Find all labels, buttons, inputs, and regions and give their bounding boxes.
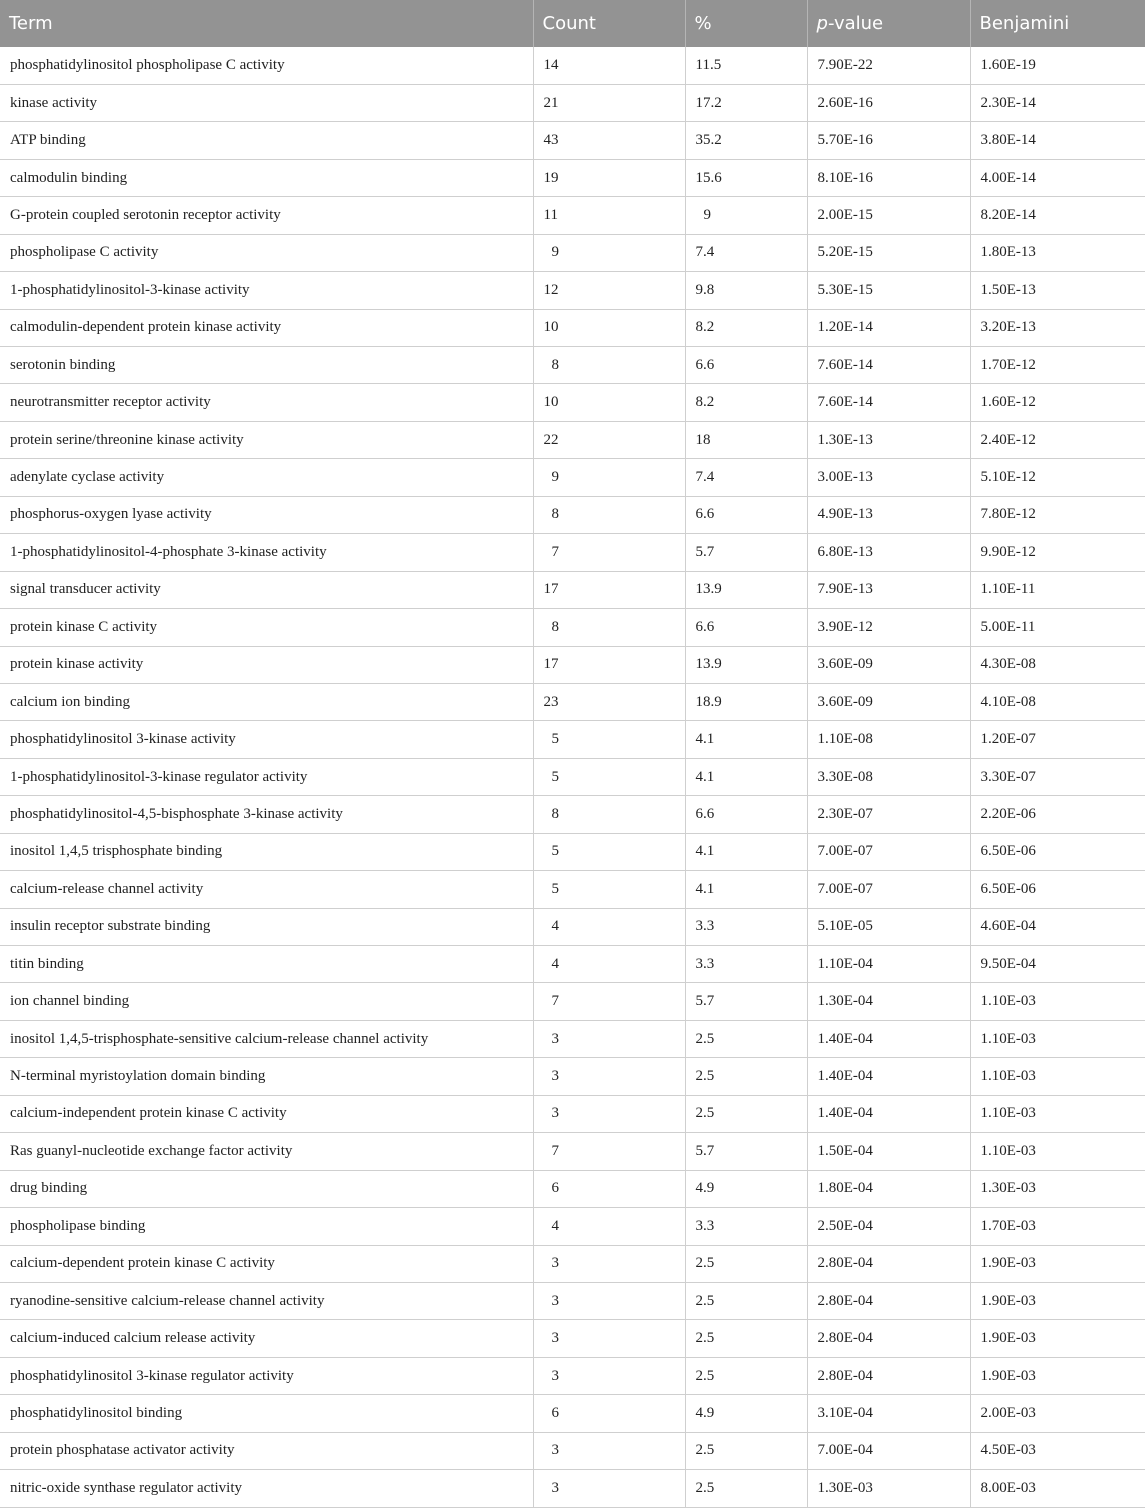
count-cell: 8 xyxy=(533,609,685,646)
pvalue-cell: 1.30E-13 xyxy=(807,421,970,458)
term-cell: calcium-induced calcium release activity xyxy=(0,1320,533,1357)
count-cell: 8 xyxy=(533,796,685,833)
table-row xyxy=(0,646,1145,683)
pvalue-cell: 2.80E-04 xyxy=(807,1282,970,1319)
table-row xyxy=(0,833,1145,870)
term-cell: ion channel binding xyxy=(0,983,533,1020)
percent-cell: 6.6 xyxy=(685,796,807,833)
term-cell: phospholipase binding xyxy=(0,1208,533,1245)
pvalue-cell: 7.60E-14 xyxy=(807,347,970,384)
count-cell: 8 xyxy=(533,347,685,384)
table-row xyxy=(0,309,1145,346)
percent-cell: 2.5 xyxy=(685,1357,807,1394)
percent-cell: 3.3 xyxy=(685,908,807,945)
benjamini-cell: 1.50E-13 xyxy=(970,272,1145,309)
benjamini-cell: 1.10E-11 xyxy=(970,571,1145,608)
benjamini-cell: 3.80E-14 xyxy=(970,122,1145,159)
benjamini-cell: 1.60E-19 xyxy=(970,47,1145,84)
benjamini-cell: 1.90E-03 xyxy=(970,1245,1145,1282)
term-cell: Ras guanyl-nucleotide exchange factor activity xyxy=(0,1133,533,1170)
table-row xyxy=(0,384,1145,421)
pvalue-cell: 2.60E-16 xyxy=(807,84,970,121)
percent-cell: 6.6 xyxy=(685,609,807,646)
term-cell: protein kinase C activity xyxy=(0,609,533,646)
count-cell: 9 xyxy=(533,459,685,496)
pvalue-cell: 7.60E-14 xyxy=(807,384,970,421)
pvalue-cell: 7.00E-04 xyxy=(807,1432,970,1469)
table-row xyxy=(0,1245,1145,1282)
count-cell: 3 xyxy=(533,1320,685,1357)
table-row xyxy=(0,1020,1145,1057)
term-cell: protein serine/threonine kinase activity xyxy=(0,421,533,458)
pvalue-cell: 3.30E-08 xyxy=(807,758,970,795)
pvalue-cell: 5.20E-15 xyxy=(807,234,970,271)
pvalue-cell: 1.10E-08 xyxy=(807,721,970,758)
table-row xyxy=(0,758,1145,795)
table-row xyxy=(0,47,1145,84)
pvalue-cell: 1.40E-04 xyxy=(807,1020,970,1057)
header-term: Term xyxy=(0,0,533,47)
percent-cell: 35.2 xyxy=(685,122,807,159)
term-cell: 1-phosphatidylinositol-3-kinase regulator activity xyxy=(0,758,533,795)
benjamini-cell: 2.30E-14 xyxy=(970,84,1145,121)
count-cell: 5 xyxy=(533,721,685,758)
table-row xyxy=(0,347,1145,384)
table-row xyxy=(0,1133,1145,1170)
term-cell: inositol 1,4,5 trisphosphate binding xyxy=(0,833,533,870)
count-cell: 7 xyxy=(533,534,685,571)
table-row xyxy=(0,683,1145,720)
pvalue-cell: 3.90E-12 xyxy=(807,609,970,646)
table-row xyxy=(0,1058,1145,1095)
pvalue-cell: 5.70E-16 xyxy=(807,122,970,159)
benjamini-cell: 1.10E-03 xyxy=(970,1095,1145,1132)
percent-cell: 2.5 xyxy=(685,1095,807,1132)
count-cell: 19 xyxy=(533,159,685,196)
benjamini-cell: 2.00E-03 xyxy=(970,1395,1145,1432)
benjamini-cell: 1.80E-13 xyxy=(970,234,1145,271)
table-row xyxy=(0,1432,1145,1469)
term-cell: titin binding xyxy=(0,946,533,983)
term-cell: calmodulin-dependent protein kinase activity xyxy=(0,309,533,346)
term-cell: phosphatidylinositol phospholipase C activity xyxy=(0,47,533,84)
count-cell: 4 xyxy=(533,946,685,983)
count-cell: 5 xyxy=(533,871,685,908)
term-cell: serotonin binding xyxy=(0,347,533,384)
benjamini-cell: 4.00E-14 xyxy=(970,159,1145,196)
term-cell: ATP binding xyxy=(0,122,533,159)
pvalue-cell: 7.00E-07 xyxy=(807,833,970,870)
table-row xyxy=(0,983,1145,1020)
count-cell: 6 xyxy=(533,1170,685,1207)
percent-cell: 2.5 xyxy=(685,1058,807,1095)
count-cell: 3 xyxy=(533,1470,685,1507)
table-row xyxy=(0,1282,1145,1319)
pvalue-cell: 1.30E-03 xyxy=(807,1470,970,1507)
percent-cell: 5.7 xyxy=(685,1133,807,1170)
table-row xyxy=(0,272,1145,309)
table-row xyxy=(0,1395,1145,1432)
count-cell: 3 xyxy=(533,1282,685,1319)
table-row xyxy=(0,1320,1145,1357)
count-cell: 6 xyxy=(533,1395,685,1432)
pvalue-cell: 2.80E-04 xyxy=(807,1320,970,1357)
pvalue-cell: 3.00E-13 xyxy=(807,459,970,496)
pvalue-cell: 2.80E-04 xyxy=(807,1245,970,1282)
count-cell: 3 xyxy=(533,1432,685,1469)
table-row xyxy=(0,459,1145,496)
count-cell: 3 xyxy=(533,1245,685,1282)
benjamini-cell: 1.90E-03 xyxy=(970,1282,1145,1319)
pvalue-cell: 6.80E-13 xyxy=(807,534,970,571)
percent-cell: 4.1 xyxy=(685,833,807,870)
count-cell: 3 xyxy=(533,1058,685,1095)
term-cell: phosphatidylinositol 3-kinase activity xyxy=(0,721,533,758)
table-row xyxy=(0,197,1145,234)
term-cell: 1-phosphatidylinositol-4-phosphate 3-kinase activity xyxy=(0,534,533,571)
count-cell: 3 xyxy=(533,1095,685,1132)
pvalue-cell: 1.30E-04 xyxy=(807,983,970,1020)
count-cell: 17 xyxy=(533,646,685,683)
benjamini-cell: 1.10E-03 xyxy=(970,1133,1145,1170)
term-cell: adenylate cyclase activity xyxy=(0,459,533,496)
term-cell: calcium-release channel activity xyxy=(0,871,533,908)
benjamini-cell: 4.10E-08 xyxy=(970,683,1145,720)
term-cell: calcium-dependent protein kinase C activity xyxy=(0,1245,533,1282)
percent-cell: 13.9 xyxy=(685,571,807,608)
benjamini-cell: 8.20E-14 xyxy=(970,197,1145,234)
percent-cell: 5.7 xyxy=(685,983,807,1020)
percent-cell: 17.2 xyxy=(685,84,807,121)
percent-cell: 9.8 xyxy=(685,272,807,309)
table-row xyxy=(0,496,1145,533)
benjamini-cell: 8.00E-03 xyxy=(970,1470,1145,1507)
benjamini-cell: 7.80E-12 xyxy=(970,496,1145,533)
header-percent: % xyxy=(685,0,807,47)
benjamini-cell: 5.10E-12 xyxy=(970,459,1145,496)
percent-cell: 18 xyxy=(685,421,807,458)
benjamini-cell: 1.90E-03 xyxy=(970,1357,1145,1394)
term-cell: phosphatidylinositol binding xyxy=(0,1395,533,1432)
percent-cell: 7.4 xyxy=(685,459,807,496)
percent-cell: 9 xyxy=(685,197,807,234)
count-cell: 9 xyxy=(533,234,685,271)
pvalue-cell: 7.90E-13 xyxy=(807,571,970,608)
percent-cell: 4.9 xyxy=(685,1395,807,1432)
table-row xyxy=(0,571,1145,608)
percent-cell: 2.5 xyxy=(685,1245,807,1282)
benjamini-cell: 4.50E-03 xyxy=(970,1432,1145,1469)
pvalue-cell: 5.30E-15 xyxy=(807,272,970,309)
percent-cell: 2.5 xyxy=(685,1282,807,1319)
term-cell: protein kinase activity xyxy=(0,646,533,683)
percent-cell: 3.3 xyxy=(685,1208,807,1245)
table-row xyxy=(0,1357,1145,1394)
percent-cell: 2.5 xyxy=(685,1470,807,1507)
count-cell: 7 xyxy=(533,1133,685,1170)
pvalue-cell: 3.10E-04 xyxy=(807,1395,970,1432)
percent-cell: 18.9 xyxy=(685,683,807,720)
term-cell: kinase activity xyxy=(0,84,533,121)
benjamini-cell: 9.50E-04 xyxy=(970,946,1145,983)
pvalue-cell: 1.40E-04 xyxy=(807,1095,970,1132)
percent-cell: 8.2 xyxy=(685,309,807,346)
table-row xyxy=(0,609,1145,646)
table-row xyxy=(0,721,1145,758)
header-benjamini: Benjamini xyxy=(970,0,1145,47)
table-row xyxy=(0,421,1145,458)
pvalue-cell: 4.90E-13 xyxy=(807,496,970,533)
pvalue-cell: 1.10E-04 xyxy=(807,946,970,983)
table-row xyxy=(0,1170,1145,1207)
count-cell: 3 xyxy=(533,1357,685,1394)
benjamini-cell: 4.60E-04 xyxy=(970,908,1145,945)
benjamini-cell: 2.40E-12 xyxy=(970,421,1145,458)
percent-cell: 7.4 xyxy=(685,234,807,271)
benjamini-cell: 9.90E-12 xyxy=(970,534,1145,571)
table-row xyxy=(0,84,1145,121)
term-cell: drug binding xyxy=(0,1170,533,1207)
benjamini-cell: 1.90E-03 xyxy=(970,1320,1145,1357)
count-cell: 4 xyxy=(533,1208,685,1245)
pvalue-cell: 2.00E-15 xyxy=(807,197,970,234)
count-cell: 3 xyxy=(533,1020,685,1057)
count-cell: 21 xyxy=(533,84,685,121)
pvalue-cell: 2.30E-07 xyxy=(807,796,970,833)
percent-cell: 4.1 xyxy=(685,758,807,795)
term-cell: inositol 1,4,5-trisphosphate-sensitive calcium-release channel activity xyxy=(0,1020,533,1057)
count-cell: 23 xyxy=(533,683,685,720)
benjamini-cell: 1.10E-03 xyxy=(970,1058,1145,1095)
percent-cell: 15.6 xyxy=(685,159,807,196)
percent-cell: 2.5 xyxy=(685,1432,807,1469)
count-cell: 8 xyxy=(533,496,685,533)
percent-cell: 13.9 xyxy=(685,646,807,683)
term-cell: calmodulin binding xyxy=(0,159,533,196)
term-cell: nitric-oxide synthase regulator activity xyxy=(0,1470,533,1507)
benjamini-cell: 1.30E-03 xyxy=(970,1170,1145,1207)
term-cell: phosphorus-oxygen lyase activity xyxy=(0,496,533,533)
percent-cell: 3.3 xyxy=(685,946,807,983)
benjamini-cell: 1.70E-12 xyxy=(970,347,1145,384)
pvalue-cell: 1.20E-14 xyxy=(807,309,970,346)
benjamini-cell: 3.20E-13 xyxy=(970,309,1145,346)
pvalue-cell: 7.00E-07 xyxy=(807,871,970,908)
term-cell: phosphatidylinositol 3-kinase regulator activity xyxy=(0,1357,533,1394)
table-row xyxy=(0,1095,1145,1132)
pvalue-cell: 5.10E-05 xyxy=(807,908,970,945)
table-row xyxy=(0,159,1145,196)
benjamini-cell: 1.20E-07 xyxy=(970,721,1145,758)
table-row xyxy=(0,1470,1145,1507)
count-cell: 11 xyxy=(533,197,685,234)
term-cell: calcium ion binding xyxy=(0,683,533,720)
count-cell: 10 xyxy=(533,384,685,421)
benjamini-cell: 1.70E-03 xyxy=(970,1208,1145,1245)
percent-cell: 4.9 xyxy=(685,1170,807,1207)
count-cell: 17 xyxy=(533,571,685,608)
term-cell: protein phosphatase activator activity xyxy=(0,1432,533,1469)
count-cell: 4 xyxy=(533,908,685,945)
pvalue-cell: 7.90E-22 xyxy=(807,47,970,84)
percent-cell: 4.1 xyxy=(685,721,807,758)
percent-cell: 4.1 xyxy=(685,871,807,908)
table-row xyxy=(0,534,1145,571)
pvalue-cell: 1.80E-04 xyxy=(807,1170,970,1207)
count-cell: 10 xyxy=(533,309,685,346)
benjamini-cell: 4.30E-08 xyxy=(970,646,1145,683)
percent-cell: 8.2 xyxy=(685,384,807,421)
pvalue-cell: 1.40E-04 xyxy=(807,1058,970,1095)
table-row xyxy=(0,1208,1145,1245)
benjamini-cell: 1.60E-12 xyxy=(970,384,1145,421)
table-row xyxy=(0,796,1145,833)
header-pvalue-rest: -value xyxy=(827,13,884,34)
benjamini-cell: 1.10E-03 xyxy=(970,983,1145,1020)
term-cell: signal transducer activity xyxy=(0,571,533,608)
term-cell: 1-phosphatidylinositol-3-kinase activity xyxy=(0,272,533,309)
pvalue-cell: 2.80E-04 xyxy=(807,1357,970,1394)
count-cell: 12 xyxy=(533,272,685,309)
percent-cell: 11.5 xyxy=(685,47,807,84)
pvalue-cell: 3.60E-09 xyxy=(807,646,970,683)
percent-cell: 6.6 xyxy=(685,496,807,533)
count-cell: 5 xyxy=(533,758,685,795)
header-pvalue-italic: p xyxy=(816,13,828,34)
term-cell: calcium-independent protein kinase C activity xyxy=(0,1095,533,1132)
table-row xyxy=(0,946,1145,983)
pvalue-cell: 8.10E-16 xyxy=(807,159,970,196)
table-row xyxy=(0,234,1145,271)
term-cell: G-protein coupled serotonin receptor activity xyxy=(0,197,533,234)
benjamini-cell: 6.50E-06 xyxy=(970,871,1145,908)
count-cell: 7 xyxy=(533,983,685,1020)
pvalue-cell: 3.60E-09 xyxy=(807,683,970,720)
term-cell: phospholipase C activity xyxy=(0,234,533,271)
term-cell: N-terminal myristoylation domain binding xyxy=(0,1058,533,1095)
term-cell: insulin receptor substrate binding xyxy=(0,908,533,945)
count-cell: 5 xyxy=(533,833,685,870)
pvalue-cell: 2.50E-04 xyxy=(807,1208,970,1245)
pvalue-cell: 1.50E-04 xyxy=(807,1133,970,1170)
header-count: Count xyxy=(533,0,685,47)
count-cell: 43 xyxy=(533,122,685,159)
term-cell: phosphatidylinositol-4,5-bisphosphate 3-kinase activity xyxy=(0,796,533,833)
count-cell: 14 xyxy=(533,47,685,84)
percent-cell: 5.7 xyxy=(685,534,807,571)
term-cell: neurotransmitter receptor activity xyxy=(0,384,533,421)
table-row xyxy=(0,122,1145,159)
header-pvalue xyxy=(807,0,970,47)
benjamini-cell: 6.50E-06 xyxy=(970,833,1145,870)
benjamini-cell: 1.10E-03 xyxy=(970,1020,1145,1057)
header-row xyxy=(0,0,1145,47)
count-cell: 22 xyxy=(533,421,685,458)
benjamini-cell: 2.20E-06 xyxy=(970,796,1145,833)
percent-cell: 6.6 xyxy=(685,347,807,384)
table-row xyxy=(0,871,1145,908)
benjamini-cell: 5.00E-11 xyxy=(970,609,1145,646)
percent-cell: 2.5 xyxy=(685,1320,807,1357)
term-cell: ryanodine-sensitive calcium-release channel activity xyxy=(0,1282,533,1319)
table-row xyxy=(0,908,1145,945)
percent-cell: 2.5 xyxy=(685,1020,807,1057)
benjamini-cell: 3.30E-07 xyxy=(970,758,1145,795)
